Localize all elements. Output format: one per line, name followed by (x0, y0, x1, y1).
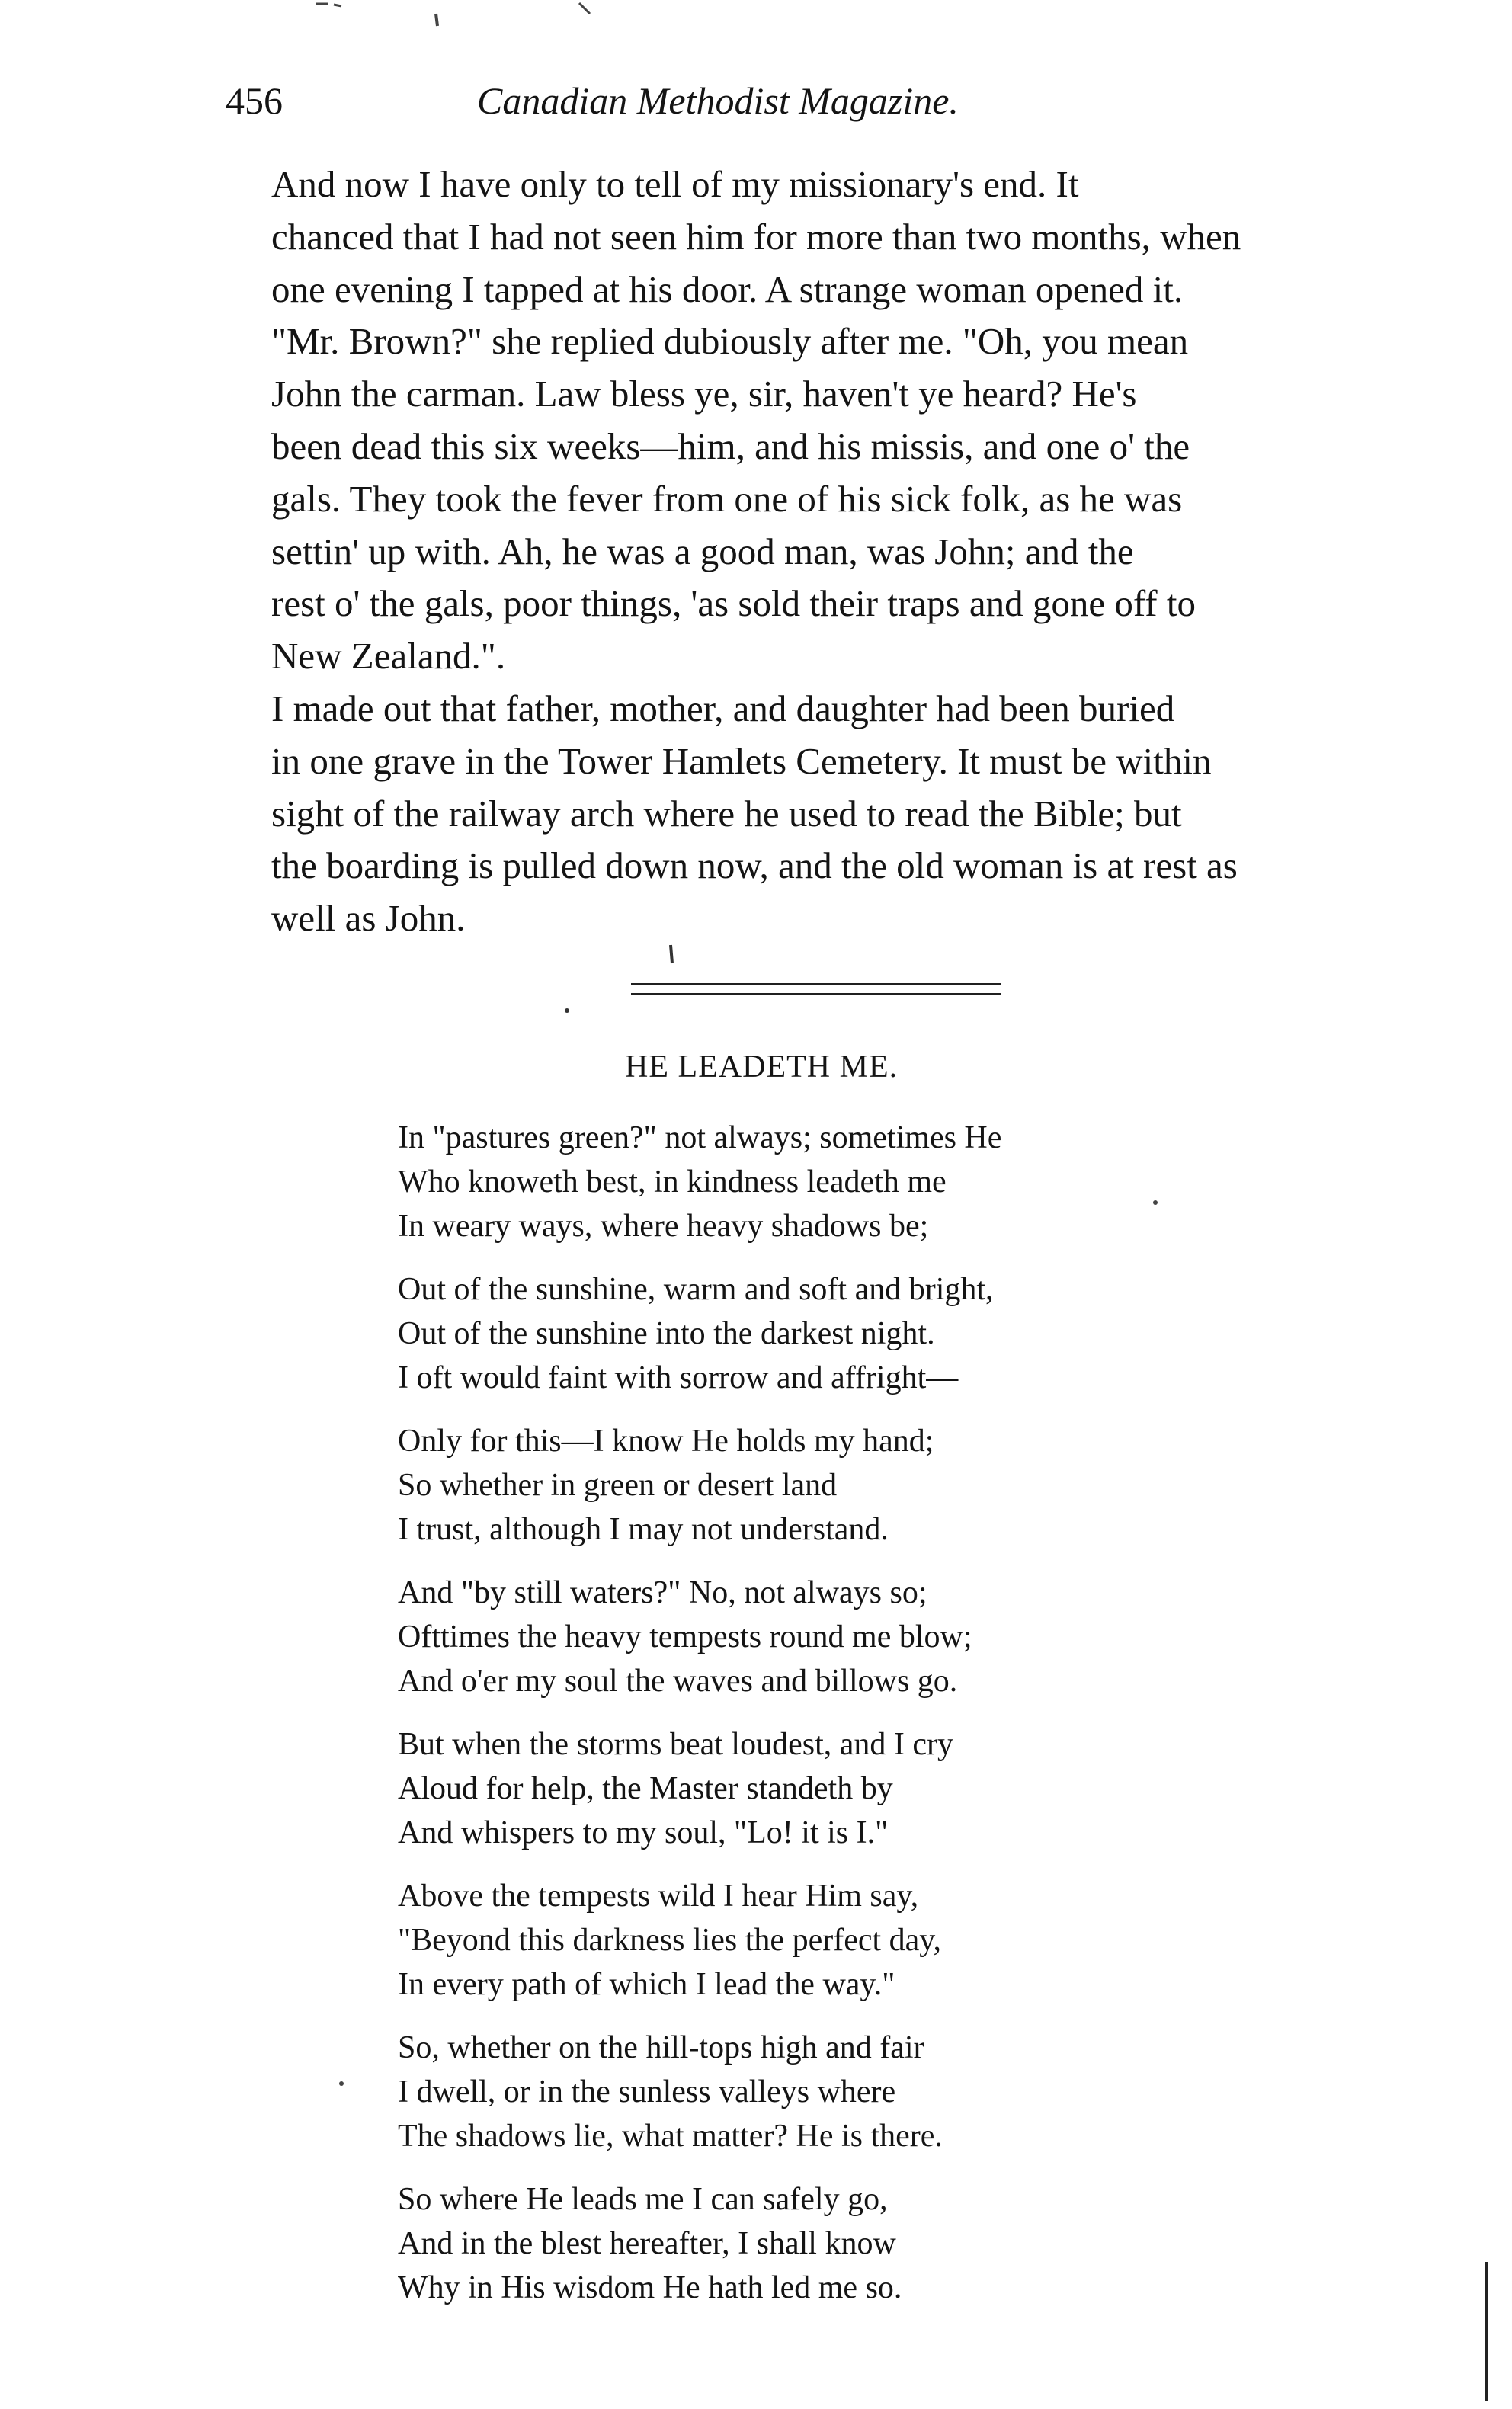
poem-line: "Beyond this darkness lies the perfect day, (398, 1923, 942, 1958)
speck-mark (339, 2081, 344, 2086)
prose-body (229, 159, 1410, 945)
text-line: chanced that I had not seen him for more than two months, when (271, 215, 1241, 258)
stanza (398, 2026, 1251, 2158)
poem-line: Only for this—I know He holds my hand; (398, 1424, 934, 1459)
text-line: in one grave in the Tower Hamlets Cemetery. It must be within (271, 739, 1212, 782)
text-line: settin' up with. Ah, he was a good man, was John; and the (271, 530, 1134, 572)
poem-line: So where He leads me I can safely go, (398, 2182, 888, 2217)
poem-line: And in the blest hereafter, I shall know (398, 2226, 896, 2261)
page-header (226, 70, 1414, 131)
poem-line: In every path of which I lead the way." (398, 1967, 895, 2002)
speck-mark (565, 1008, 569, 1013)
poem-title: HE LEADETH ME. (625, 1049, 899, 1084)
poem-line: I oft would faint with sorrow and affright— (398, 1360, 959, 1395)
paragraph (229, 159, 1410, 683)
stanza (398, 1116, 1251, 1248)
text-line: John the carman. Law bless ye, sir, haven't ye heard? He's (271, 373, 1137, 415)
paragraph (229, 683, 1410, 945)
top-ink-mark-left (316, 4, 341, 6)
page-number: 456 (226, 79, 283, 122)
running-title: Canadian Methodist Magazine. (477, 79, 959, 122)
poem-line: And o'er my soul the waves and billows go. (398, 1664, 958, 1699)
poem-line: Out of the sunshine into the darkest night. (398, 1316, 935, 1351)
separator-tick (671, 945, 672, 963)
stanza (398, 1571, 1251, 1703)
text-line: New Zealand.". (271, 635, 506, 678)
stanza (398, 1267, 1251, 1400)
top-ink-mark-right (579, 3, 590, 14)
poem-line: The shadows lie, what matter? He is there. (398, 2119, 943, 2154)
poem-line: Aloud for help, the Master standeth by (398, 1771, 893, 1806)
stanza (398, 1874, 1251, 2007)
text-line: been dead this six weeks—him, and his missis, and one o' the (271, 424, 1190, 467)
text-line: gals. They took the fever from one of his sick folk, as he was (271, 477, 1183, 520)
text-line: one evening I tapped at his door. A strange woman opened it. (271, 267, 1184, 310)
stanza (398, 1419, 1251, 1552)
poem-line: Ofttimes the heavy tempests round me blow; (398, 1619, 972, 1655)
poem-line: Above the tempests wild I hear Him say, (398, 1879, 919, 1914)
separator-rule (631, 993, 1001, 995)
top-ink-mark-center (436, 14, 437, 26)
poem-line: I trust, although I may not understand. (398, 1512, 889, 1547)
poem-line: Why in His wisdom He hath led me so. (398, 2270, 902, 2305)
poem-line: So whether in green or desert land (398, 1468, 838, 1503)
poem-line: Out of the sunshine, warm and soft and bright, (398, 1272, 994, 1307)
poem-line: But when the storms beat loudest, and I cry (398, 1727, 954, 1762)
separator-rule (631, 983, 1001, 985)
poem-line: In "pastures green?" not always; sometimes He (398, 1120, 1002, 1155)
poem-line: In weary ways, where heavy shadows be; (398, 1209, 929, 1244)
stanza (398, 2177, 1251, 2310)
text-line: sight of the railway arch where he used to read the Bible; but (271, 792, 1182, 835)
text-line: rest o' the gals, poor things, 'as sold their traps and gone off to (271, 582, 1196, 625)
section-separator (631, 983, 1001, 997)
poem-line: And whispers to my soul, "Lo! it is I." (398, 1815, 889, 1850)
poem-line: And "by still waters?" No, not always so; (398, 1575, 927, 1610)
poem-line: I dwell, or in the sunless valleys where (398, 2074, 896, 2109)
text-line: well as John. (271, 897, 466, 940)
poem-line: So, whether on the hill-tops high and fair (398, 2030, 924, 2065)
stanza (398, 1722, 1251, 1855)
text-line: the boarding is pulled down now, and the old woman is at rest as (271, 844, 1238, 887)
text-line: I made out that father, mother, and daughter had been buried (271, 687, 1175, 729)
poem-body (398, 1116, 1251, 2329)
text-line: And now I have only to tell of my missionary's end. It (271, 163, 1079, 205)
poem-line: Who knoweth best, in kindness leadeth me (398, 1164, 947, 1200)
text-line: "Mr. Brown?" she replied dubiously after me. "Oh, you mean (271, 320, 1189, 363)
